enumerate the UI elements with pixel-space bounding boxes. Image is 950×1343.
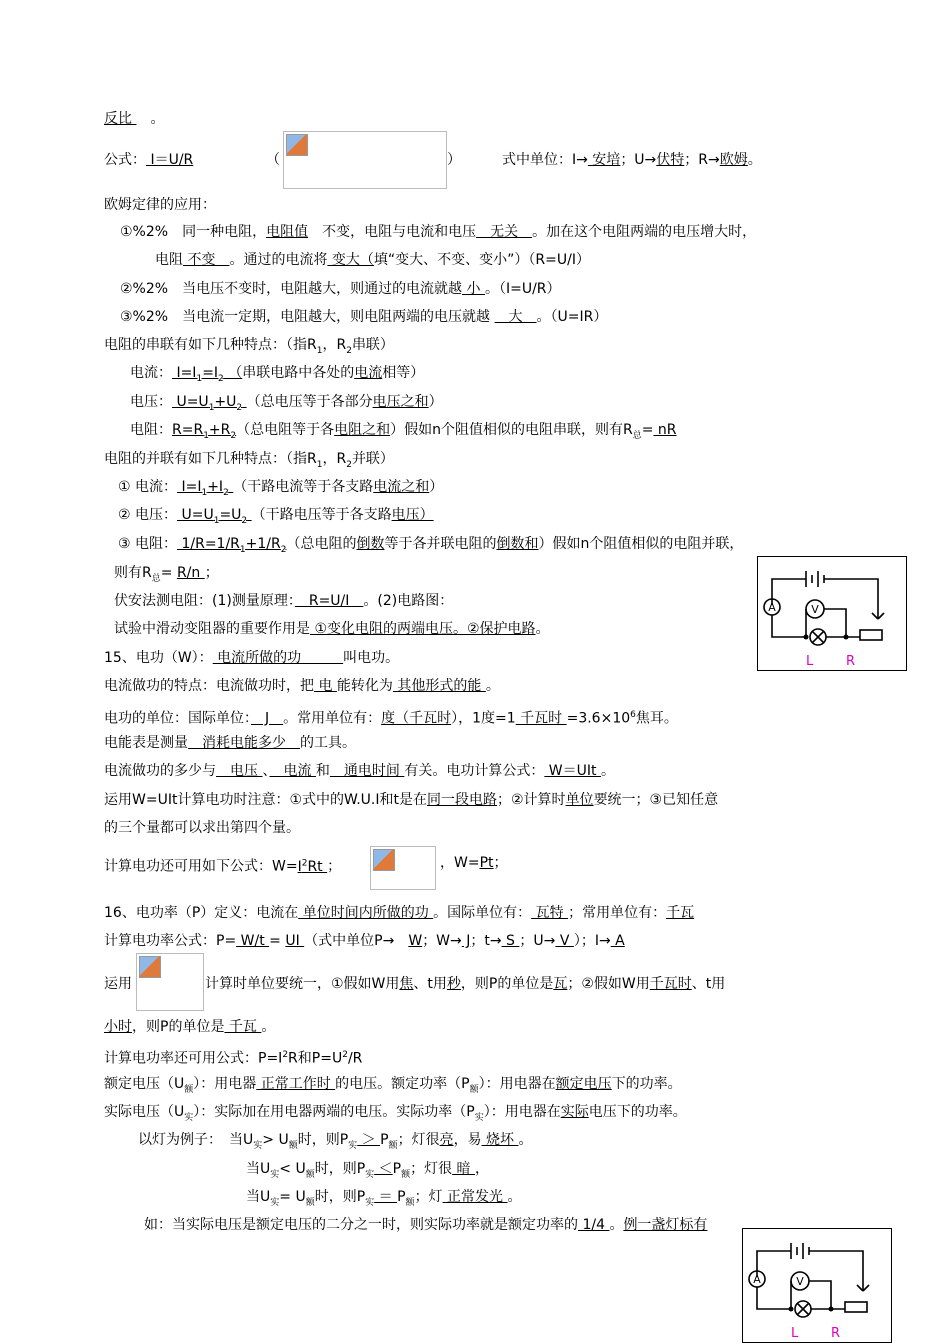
w-pt-formula: ，W=Pt；: [440, 855, 508, 871]
text-line: ①%2% 同一种电阻，电阻值 不变，电阻与电流和电压 无关 。加在这个电阻两端的电压增大时，: [120, 224, 757, 240]
text-line: 电能表是测量 消耗电能多少 的工具。: [104, 735, 356, 751]
resistor-label: R: [846, 654, 856, 669]
resistor-label: R: [831, 1326, 841, 1341]
text-line: ① 电流： $I=I_1+I_2$ （干路电流等于各支路电流之和）: [118, 479, 444, 498]
ammeter-label: A: [753, 1273, 761, 1286]
text-line: 电阻的并联有如下几种特点：（指$R_1$，$R_2$并联）: [104, 451, 394, 470]
text-line: 公式： I＝U/R: [104, 152, 194, 168]
text-line: 则有$R_总= R/n$ ；: [114, 565, 219, 584]
text-line: 15、电功（W）： 电流所做的功 叫电功。: [104, 650, 400, 666]
text-line: 计算电功还可用如下公式：$W=I^2Rt$ ；: [104, 858, 342, 875]
text-line: 计算电功率还可用公式：$P=I^2R$和$P=U^2/R$: [104, 1050, 363, 1067]
voltmeter-label: V: [796, 1275, 804, 1288]
text-line: 电流做功的多少与 电压 、 电流 和 通电时间 有关。电功计算公式： W＝UIt 。: [104, 763, 615, 779]
broken-image-icon: [373, 849, 395, 871]
lamp-label: L: [791, 1326, 799, 1341]
paren-open: （: [266, 152, 280, 168]
text-line: 额定电压$(U_额)$：用电器 正常工作时 的电压。额定功率$(P_额)$：用电器在额定电压下的功率。: [104, 1076, 682, 1095]
text-line: 如：当实际电压是额定电压的二分之一时，则实际功率就是额定功率的 1/4 。例一盏灯标有: [144, 1217, 708, 1233]
text-line: ③ 电阻： $1/R=1/R_1+1/R_2$（总电阻的倒数等于各并联电阻的倒数和）假如n个阻值相似的电阻并联，: [118, 536, 744, 555]
text-line: 电阻的串联有如下几种特点：（指$R_1$，$R_2$串联）: [104, 337, 394, 356]
text-line: 运用W=UIt计算电功时注意：①式中的W.U.I和t是在同一段电路；②计算时单位要统一；③已知任意: [104, 792, 719, 808]
formula-image-3: [136, 953, 204, 1011]
text-line: 电流： $I=I_1=I_2$ （串联电路中各处的电流相等）: [130, 365, 425, 384]
text-line: 电阻：$R=R_1+R_2$（总电阻等于各电阻之和）假如n个阻值相似的电阻串联，则有$R_总=$ nR: [130, 422, 677, 441]
text-line: ② 电压： $U=U_1=U_2$ （干路电压等于各支路电压）: [118, 507, 434, 526]
paren-close: ）: [447, 152, 461, 168]
voltmeter-label: V: [811, 603, 819, 616]
text-line: 伏安法测电阻：(1)测量原理： R=U/I 。(2)电路图：: [114, 593, 454, 609]
text-line: 小时，则P的单位是 千瓦 。: [104, 1019, 276, 1035]
text-line: 实际电压$(U_实)$：实际加在用电器两端的电压。实际功率$(P_实)$：用电器在实际电压下的功率。: [104, 1104, 687, 1123]
broken-image-icon: [286, 134, 308, 156]
circuit-diagram-1: [757, 556, 907, 671]
circuit-diagram-2: [742, 1228, 892, 1343]
text-line: 电阻 不变 。通过的电流将 变大（填“变大、不变、变小”）（R=U/I）: [155, 252, 590, 268]
ammeter-label: A: [768, 601, 776, 614]
formula-image: [283, 131, 447, 189]
text-line: 电功的单位：国际单位： J 。常用单位有：度（千瓦时），1度=1 千瓦时 $=3.6\times 10^6$焦耳。: [104, 710, 678, 727]
units-text: 式中单位：I→ 安培；U→伏特；R→欧姆。: [502, 152, 762, 168]
text-line: 当$U_实= U_额$时，则$P_实 = P_额$；灯 正常发光 。: [246, 1189, 522, 1208]
text-line: 电流做功的特点：电流做功时，把 电 能转化为 其他形式的能 。: [104, 678, 500, 694]
text-line: 运用: [104, 976, 132, 992]
text-line: 以灯为例子： 当$U_实> U_额$时，则$P_实 > P_额$；灯很亮，易 烧坏 。: [138, 1132, 533, 1151]
text-line: ③%2% 当电流一定期，电阻越大，则电阻两端的电压就越 大 。（U=IR）: [120, 309, 608, 325]
text-line: 试验中滑动变阻器的重要作用是 ①变化电阻的两端电压。②保护电路。: [114, 621, 550, 637]
lamp-label: L: [806, 654, 814, 669]
text-line: 当$U_实< U_额$时，则$P_实 <P_额$；灯很 暗 ，: [246, 1161, 490, 1180]
text-line: 欧姆定律的应用：: [104, 197, 216, 213]
formula-image-2: [370, 846, 436, 890]
text-line: 电压： $U=U_1+U_2$ （总电压等于各部分电压之和）: [130, 394, 443, 413]
text-line: 16、电功率（P）定义：电流在 单位时间内所做的功 。国际单位有： 瓦特 ；常用单位有：千瓦: [104, 905, 695, 921]
text-line: ②%2% 当电压不变时，电阻越大，则通过的电流就越 小 。（I=U/R）: [120, 281, 561, 297]
text-line: 反比 。: [104, 111, 165, 127]
p-use-rest: 计算时单位要统一，①假如W用焦、t用秒，则P的单位是瓦；②假如W用千瓦时、t用: [205, 976, 726, 992]
text-line: 计算电功率公式：P= W/t = UI （式中单位P→ W；W→ J；t→ S ；U→ V ）；I→ A: [104, 933, 625, 949]
broken-image-icon: [139, 956, 161, 978]
text-line: 的三个量都可以求出第四个量。: [104, 820, 300, 836]
